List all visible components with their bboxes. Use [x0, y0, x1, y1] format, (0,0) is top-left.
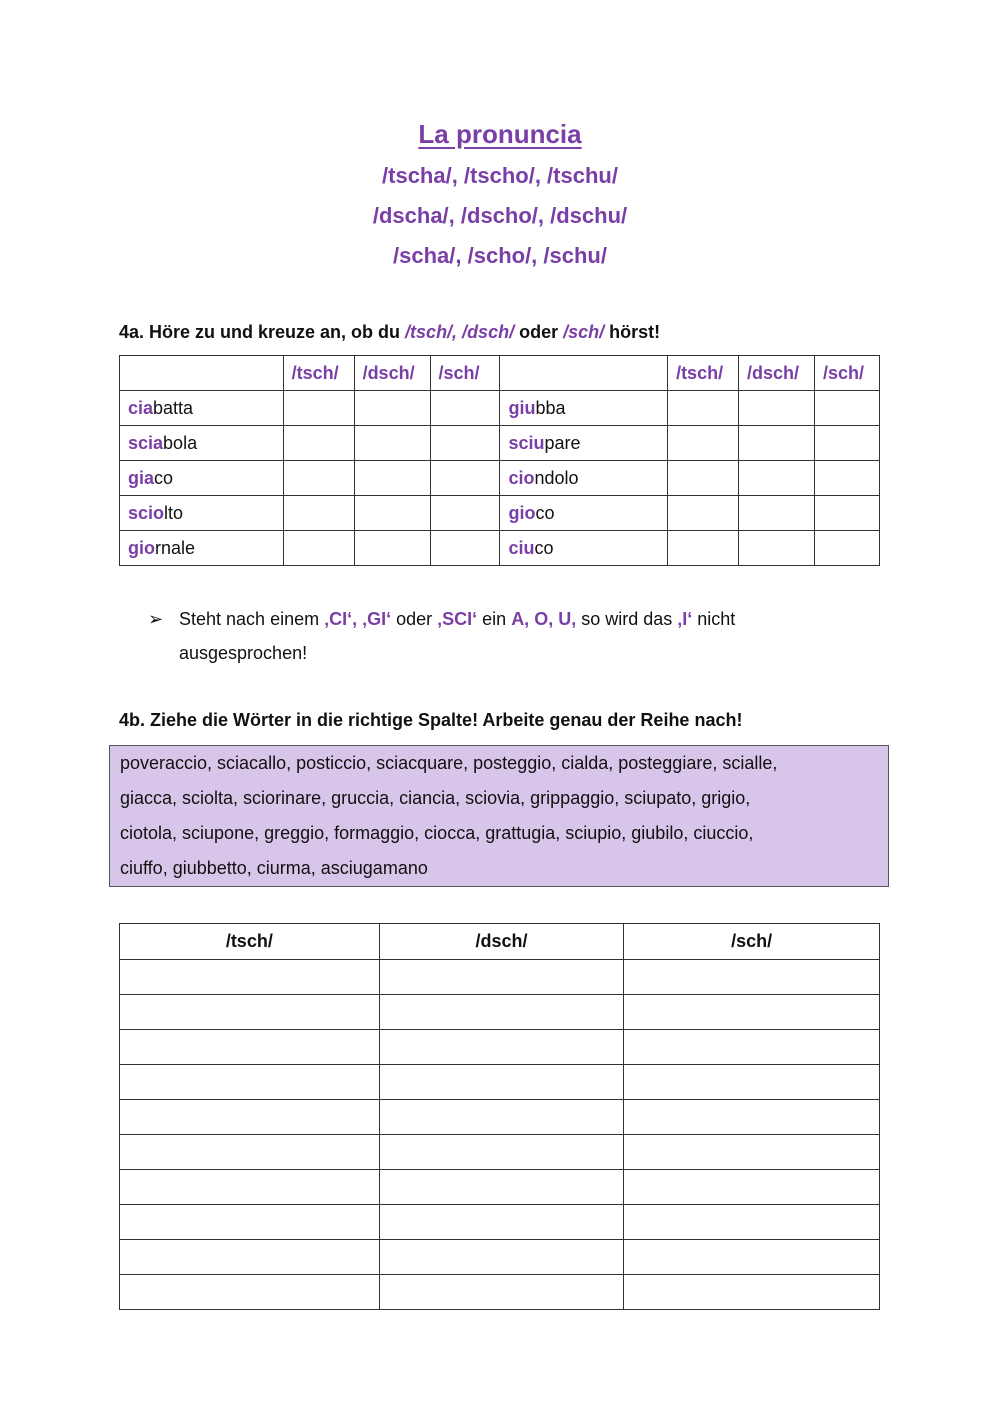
word-cell: sciolto	[120, 496, 284, 531]
drop-cell[interactable]	[379, 1240, 624, 1275]
checkbox-cell[interactable]	[354, 531, 430, 566]
drop-cell[interactable]	[624, 1170, 880, 1205]
drop-cell[interactable]	[379, 960, 624, 995]
sound-line-3: /scha/, /scho/, /schu/	[393, 243, 607, 268]
column-header: /dsch/	[379, 924, 624, 960]
checkbox-cell[interactable]	[283, 426, 354, 461]
drop-row	[120, 1100, 880, 1135]
arrow-bullet-icon: ➢	[148, 609, 164, 629]
word-bank-line[interactable]: ciotola, sciupone, greggio, formaggio, ciocca, grattugia, sciupio, giubilo, ciuccio,	[120, 823, 754, 843]
checkbox-cell[interactable]	[430, 531, 500, 566]
table-row	[120, 496, 880, 531]
drop-cell[interactable]	[379, 1135, 624, 1170]
checkbox-cell[interactable]	[668, 496, 739, 531]
heading-sounds: /tsch/, /dsch/	[405, 322, 515, 342]
drop-cell[interactable]	[120, 1170, 380, 1205]
checkbox-cell[interactable]	[430, 496, 500, 531]
checkbox-cell[interactable]	[354, 426, 430, 461]
table-row	[120, 426, 880, 461]
word-cell: ciabatta	[120, 391, 284, 426]
heading-sound: /sch/	[563, 322, 605, 342]
checkbox-cell[interactable]	[739, 426, 815, 461]
word-bank	[109, 745, 889, 887]
checkbox-cell[interactable]	[814, 391, 879, 426]
drop-cell[interactable]	[624, 1205, 880, 1240]
column-header: /dsch/	[354, 356, 430, 391]
drop-cell[interactable]	[379, 1030, 624, 1065]
rule-bullet	[148, 602, 848, 670]
drop-row	[120, 1205, 880, 1240]
drop-cell[interactable]	[379, 1100, 624, 1135]
drop-cell[interactable]	[379, 1170, 624, 1205]
drop-cell[interactable]	[120, 1065, 380, 1100]
title-block	[0, 112, 1000, 276]
drop-cell[interactable]	[624, 1100, 880, 1135]
word-bank-line[interactable]: ciuffo, giubbetto, ciurma, asciugamano	[120, 858, 428, 878]
checkbox-cell[interactable]	[283, 461, 354, 496]
table-row	[120, 531, 880, 566]
checkbox-cell[interactable]	[283, 496, 354, 531]
heading-text: 4a. Höre zu und kreuze an, ob du	[119, 322, 406, 342]
checkbox-cell[interactable]	[814, 531, 879, 566]
sound-line-2: /dscha/, /dscho/, /dschu/	[372, 203, 628, 228]
drop-cell[interactable]	[624, 995, 880, 1030]
checkbox-cell[interactable]	[668, 461, 739, 496]
drop-cell[interactable]	[624, 1065, 880, 1100]
checkbox-cell[interactable]	[739, 461, 815, 496]
drop-row	[120, 1170, 880, 1205]
checkbox-cell[interactable]	[739, 531, 815, 566]
sound-line-1: /tscha/, /tscho/, /tschu/	[382, 163, 618, 188]
checkbox-cell[interactable]	[354, 496, 430, 531]
drop-cell[interactable]	[624, 1135, 880, 1170]
drop-row	[120, 995, 880, 1030]
checkbox-cell[interactable]	[814, 496, 879, 531]
table-row	[120, 391, 880, 426]
heading-text: oder	[514, 322, 564, 342]
word-cell: giubba	[500, 391, 668, 426]
drop-cell[interactable]	[624, 960, 880, 995]
word-cell: ciondolo	[500, 461, 668, 496]
drop-row	[120, 1275, 880, 1310]
checkbox-cell[interactable]	[814, 426, 879, 461]
table-row	[120, 461, 880, 496]
drop-cell[interactable]	[120, 1205, 380, 1240]
exercise-4a-heading	[119, 322, 660, 343]
checkbox-cell[interactable]	[430, 426, 500, 461]
checkbox-cell[interactable]	[668, 426, 739, 461]
word-cell: gioco	[500, 496, 668, 531]
exercise-4b-heading: 4b. Ziehe die Wörter in die richtige Spalte! Arbeite genau der Reihe nach!	[119, 710, 743, 730]
checkbox-cell[interactable]	[814, 461, 879, 496]
checkbox-cell[interactable]	[739, 496, 815, 531]
table-header-row	[120, 356, 880, 391]
column-header: /sch/	[624, 924, 880, 960]
table-header-row	[120, 924, 880, 960]
word-cell: sciabola	[120, 426, 284, 461]
word-cell: ciuco	[500, 531, 668, 566]
drop-row	[120, 1240, 880, 1275]
heading-text: hörst!	[604, 322, 661, 342]
drop-row	[120, 1135, 880, 1170]
checkbox-cell[interactable]	[354, 461, 430, 496]
column-header: /tsch/	[283, 356, 354, 391]
drop-cell[interactable]	[120, 1135, 380, 1170]
column-header: /tsch/	[668, 356, 739, 391]
word-bank-line[interactable]: poveraccio, sciacallo, posticcio, sciacquare, posteggio, cialda, posteggiare, scialle,	[120, 753, 778, 773]
drop-row	[120, 1065, 880, 1100]
word-cell: giaco	[120, 461, 284, 496]
word-cell: giornale	[120, 531, 284, 566]
drop-cell[interactable]	[120, 1030, 380, 1065]
drop-cell[interactable]	[624, 1240, 880, 1275]
exercise-4b-table	[119, 923, 880, 1310]
drop-cell[interactable]	[120, 1100, 380, 1135]
column-header: /sch/	[814, 356, 879, 391]
checkbox-cell[interactable]	[668, 391, 739, 426]
empty-header	[500, 356, 668, 391]
checkbox-cell[interactable]	[668, 531, 739, 566]
drop-cell[interactable]	[120, 1240, 380, 1275]
drop-cell[interactable]	[624, 1030, 880, 1065]
drop-row	[120, 960, 880, 995]
drop-cell[interactable]	[120, 960, 380, 995]
drop-cell[interactable]	[379, 1275, 624, 1310]
column-header: /tsch/	[120, 924, 380, 960]
drop-cell[interactable]	[624, 1275, 880, 1310]
exercise-4a-table	[119, 355, 880, 566]
drop-cell[interactable]	[379, 1065, 624, 1100]
checkbox-cell[interactable]	[283, 531, 354, 566]
drop-row	[120, 1030, 880, 1065]
word-bank-line[interactable]: giacca, sciolta, sciorinare, gruccia, ciancia, sciovia, grippaggio, sciupato, grigio,	[120, 788, 751, 808]
drop-cell[interactable]	[379, 995, 624, 1030]
column-header: /sch/	[430, 356, 500, 391]
word-cell: sciupare	[500, 426, 668, 461]
column-header: /dsch/	[739, 356, 815, 391]
checkbox-cell[interactable]	[430, 391, 500, 426]
checkbox-cell[interactable]	[430, 461, 500, 496]
checkbox-cell[interactable]	[283, 391, 354, 426]
page-title: La pronuncia	[418, 119, 582, 149]
rule-text: Steht nach einem ‚CI‘, ‚GI‘ oder ‚SCI‘ ein A, O, U, so wird das ‚I‘ nicht ausgesprochen!	[179, 609, 736, 663]
drop-cell[interactable]	[120, 995, 380, 1030]
empty-header	[120, 356, 284, 391]
checkbox-cell[interactable]	[354, 391, 430, 426]
drop-cell[interactable]	[120, 1275, 380, 1310]
drop-cell[interactable]	[379, 1205, 624, 1240]
checkbox-cell[interactable]	[739, 391, 815, 426]
